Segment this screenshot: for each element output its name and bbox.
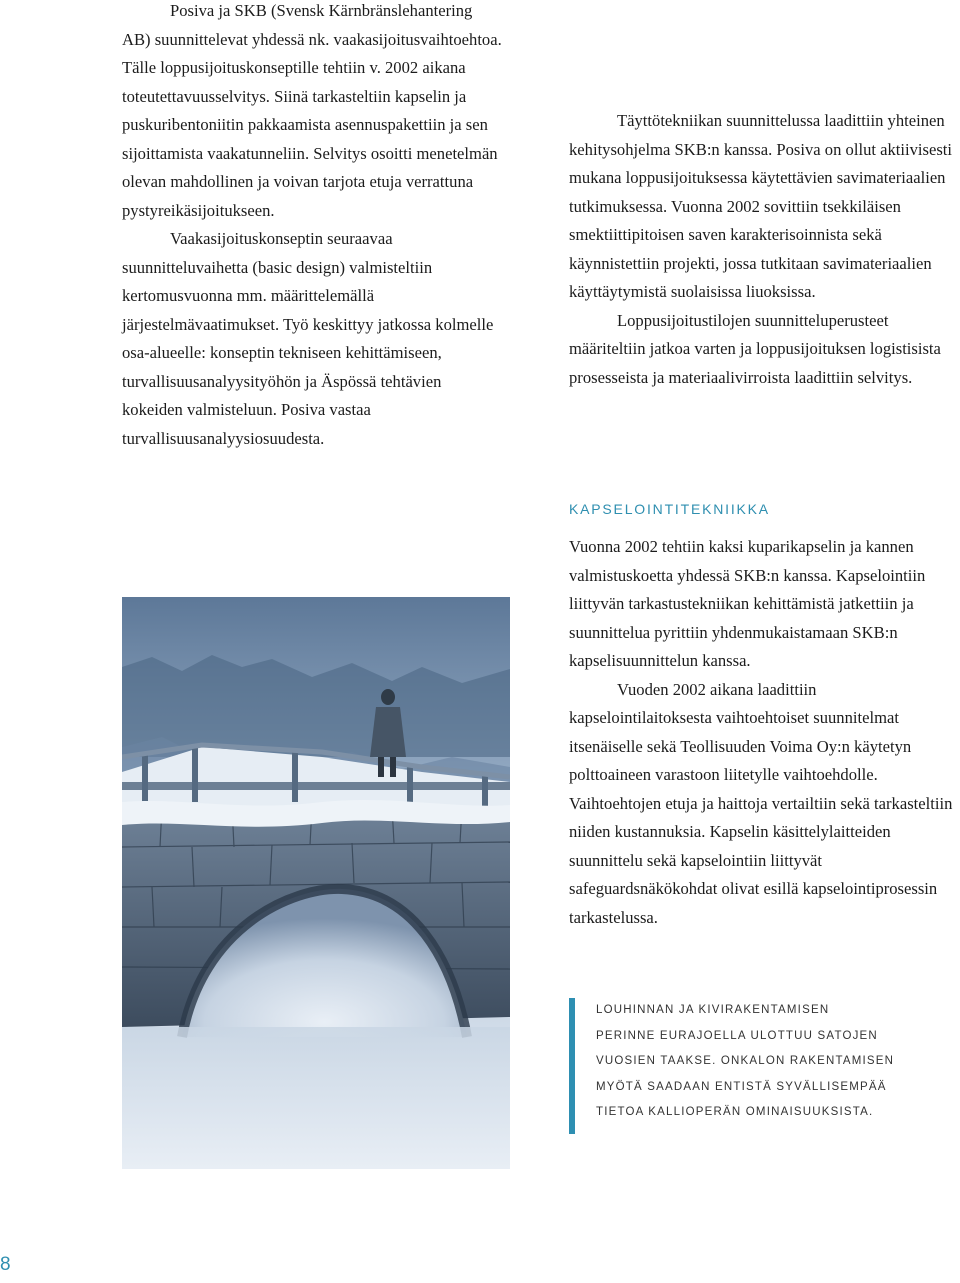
pull-quote (569, 998, 909, 1134)
pull-quote-line: LOUHINNAN JA KIVIRAKENTAMISEN (596, 1004, 830, 1016)
paragraph: Vuonna 2002 tehtiin kaksi kuparikapselin ja kannen valmistuskoetta yhdessä SKB:n kanssa. Kapselointiin liittyvän tarkastustekniikan kehittämistä jatkettiin ja suunnittelua pyrittiin yhdenmukaistamaan SKB:n kapselisuunnittelun kanssa. (569, 537, 926, 670)
paragraph: Vuoden 2002 aikana laadittiin kapselointilaitoksesta vaihtoehtoiset suunnitelmat itsenäiselle sekä Teollisuuden Voima Oy:n käytetyn polttoaineen varastoon liitetylle vaihtoehdolle. Vaihtoehtojen etuja ja haittoja vertailtiin sekä tarkasteltiin niiden kustannuksia. Kapselin käsittelylaitteiden suunnittelu sekä kapselointiin liittyvät safeguardsnäkökohdat olivat esillä kapselointiprosessin tarkastelussa. (569, 679, 953, 927)
right-text-column (569, 107, 959, 392)
paragraph: Täyttötekniikan suunnittelussa laadittiin yhteinen kehitysohjelma SKB:n kanssa. Posiva on ollut aktiivisesti mukana loppusijoituksessa käytettävien savimateriaalien tutkimuksessa. Vuonna 2002 sovittiin tsekkiläisen smektiittipitoisen saven karakterisoinnista sekä käynnistettiin projekti, jossa tutkitaan savimateriaalien käyttäytymistä suolaisissa liuoksissa. (569, 111, 953, 301)
left-text-column (122, 0, 502, 453)
pull-quote-line: TIETOA KALLIOPERÄN OMINAISUUKSISTA. (596, 1106, 874, 1118)
section-text-column (569, 533, 959, 932)
pull-quote-line: PERINNE EURAJOELLA ULOTTUU SATOJEN (596, 1029, 878, 1042)
page-number: 8 (0, 1254, 11, 1275)
stone-bridge-photo (122, 597, 510, 1169)
pull-quote-line: MYÖTÄ SAADAAN ENTISTÄ SYVÄLLISEMPÄÄ (596, 1080, 887, 1093)
paragraph: Loppusijoitustilojen suunnitteluperusteet määriteltiin jatkoa varten ja loppusijoituksen logistisista prosesseista ja materiaalivirroista laadittiin selvitys. (569, 310, 941, 387)
pull-quote-line: VUOSIEN TAAKSE. ONKALON RAKENTAMISEN (596, 1055, 895, 1067)
paragraph: Posiva ja SKB (Svensk Kärnbränslehantering AB) suunnittelevat yhdessä nk. vaakasijoitusvaihtoehtoa. Tälle loppusijoituskonseptille tehtiin v. 2002 aikana toteutettavuusselvitys. Siinä tarkasteltiin kapselin ja puskuribentoniitin pakkaamista asennuspakettiin ja sen sijoittamista vaakatunneliin. Selvitys osoitti menetelmän olevan mahdollinen ja voivan tarjota etuja verrattuna pystyreikäsijoitukseen. (122, 1, 502, 220)
paragraph: Vaakasijoituskonseptin seuraavaa suunnitteluvaihetta (basic design) valmisteltiin kertomusvuonna mm. määrittelemällä järjestelmävaatimukset. Työ keskittyy jatkossa kolmelle osa-alueelle: konseptin tekniseen kehittämiseen, turvallisuusanalyysityöhön ja Äspössä tehtävien kokeiden valmisteluun. Posiva vastaa turvallisuusanalyysiosuudesta. (122, 229, 494, 448)
section-heading: KAPSELOINTITEKNIIKKA (569, 501, 770, 517)
